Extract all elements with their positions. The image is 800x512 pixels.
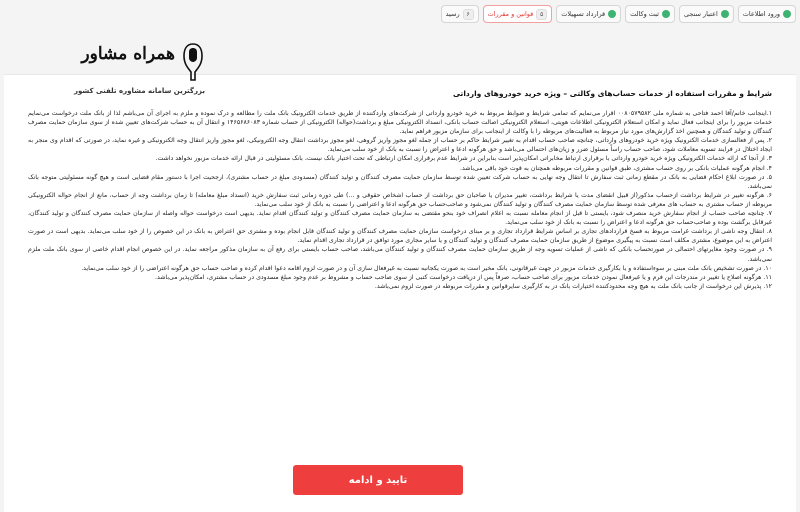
- check-icon: [721, 10, 729, 18]
- watermark-logo: [32, 40, 207, 100]
- clause: ۳. از آنجا که ارائه خدمات الکترونیکی ویژه خرید خودرو وارداتی با برقراری ارتباط مخابراتی امکان‌پذیر است بنابراین در شرایط عدم برقراری امکان ارتباطی که تحت اختیار بانک نیست، بانک مسئولیتی در قبال ارائه خدمات مزبور نخواهد داشت.: [155, 155, 772, 163]
- step-number: ۵: [536, 9, 547, 20]
- step-loan-contract[interactable]: [556, 5, 621, 23]
- check-icon: [608, 10, 616, 18]
- clause: ۷. چنانچه صاحب حساب از انجام سفارش خرید منصرف شود، بایستی تا قبل از انجام معامله نسبت به اعلام انصراف خود بنحو مقتضی به سازمان حمایت مصرف کنندگان و تولید کنندگان اقدام نماید. بدیهی است درخواست حواله واصله از سازمان حمایت مصرف کنندگان و تولید کنندگان، غیرقابل برگشت بوده و صاحب‌حساب حق هرگونه ادعا و اعتراض را نسبت به بانک از خود سلب می‌نماید.: [28, 210, 772, 227]
- step-validation[interactable]: [679, 5, 734, 23]
- clause: ۵. در صورت ابلاغ احکام قضایی به بانک در مقطع زمانی ثبت سفارش تا انتقال وجه نهایی به حساب شرکت تعیین شده توسط سازمان حمایت مصرف کنندگان و تولید کنندگان (مسدودی مبلغ در حساب مشتری)، ارجحیت اجرا با دستور مقام قضایی است و هیچ گونه مسئولیتی متوجه بانک نمی‌باشد.: [28, 173, 772, 190]
- step-label: قرارداد تسهیلات: [561, 10, 606, 18]
- page-title: شرایط و مقررات استفاده از خدمات حساب‌های وکالتی – ویژه خرید خودروهای وارداتی: [452, 89, 772, 98]
- clause: ۸. انتقال وجه ناشی از برداشت غرامت مربوط به فسخ قراردادهای تجاری بر اساس شرایط قرارداد تجاری و بر مبنای درخواست سازمان حمایت مصرف کنندگان و تولید کنندگان قابل انجام بوده و مشتری حق اعتراض به بانک در این خصوص را از خود سلب می‌نماید. بدیهی است در صورت اعتراض به این موضوع، مشتری مکلف است نسبت به پیگیری موضوع از طریق سازمان حمایت مصرف کنندگان و تولید کنندگان و یا سایر مجاری مورد توافق در قرارداد تجاری اقدام نماید.: [28, 228, 772, 245]
- check-icon: [662, 10, 670, 18]
- stepper: [4, 4, 796, 24]
- step-receipt[interactable]: [441, 5, 479, 23]
- clause: ۱۱. هرگونه اصلاح یا تغییر در مندرجات این فرم و یا غیرفعال نمودن خدمات مزبور برای صاحب حساب، صرفاً پس از دریافت درخواست کتبی از سوی صاحب حساب و مشروط بر عدم وجود مبلغ مسدودی در حساب مشتری، امکان‌پذیر می‌باشد.: [155, 273, 772, 281]
- clause: ۱.اینجانب خانم/آقا احمد فتاحی به شماره ملی ۰۰۸۰۵۷۹۵۸۲ اقرار می‌نمایم که تمامی شرایط و ضوابط مربوط به خرید خودرو وارداتی از شرکت‌های وارد‌کننده از طریق خدمات الکترونیک بانک ملت را مطالعه و درک نموده و ملزم به اجرای آن می‌باشم لذا از بانک ملت درخواست می‌نمایم خدمات مزبور را برای اینجانب فعال نماید و امکان استعلام الکترونیکی اطلاعات هویتی، استعلام الکترونیکی اصالت حساب بانکی، انسداد الکترونیکی مبلغ و برداشت(حواله) الکترونیکی از حساب شماره ۱۴۶۵۶۸۶۰۸۳ و انتقال آن به حساب شرکت‌های تعیین شده از سوی سازمان حمایت مصرف کنندگان و تولید کنندگان و همچنین اخذ گزارش‌های مورد نیاز مربوط به فعالیت‌های مربوطه را با وکالت از اینجانب برای سازمان مزبور فراهم نماید.: [28, 110, 773, 136]
- step-label: قوانین و مقررات: [487, 10, 534, 18]
- clause: ۹. در صورت وجود مغایرتهای احتمالی در صورتحساب بانکی که ناشی از عملیات تسویه وجه از طریق سازمان حمایت مصرف کنندگان و تولید کنندگان می‌باشد، صاحب حساب بایستی برای رفع آن به سازمان مذکور مراجعه نماید. در این خصوص انجام اقدام خاصی از سوی بانک ملت ملزم نمی‌باشد.: [28, 246, 772, 263]
- step-label: رسید: [445, 10, 460, 18]
- clause: ۶. هرگونه تغییر در شرایط برداشت ازحساب مذکور(از قبیل انقضای مدت یا شرایط برداشت، تغییر مدیران یا صاحبان حق برداشت از حساب اشخاص حقوقی و ...) طی دوره زمانی ثبت سفارش خرید (انسداد مبلغ معامله) تا زمان برداشت وجه از حساب، مانع از انجام حواله الکترونیکی مربوطه از حساب مشتری به حساب های معرفی شده توسط سازمان حمایت مصرف کنندگان و تولید کنندگان نمی‌شود و صاحب‌حساب حق هرگونه ادعا و اعتراضی را نسبت به بانک از خود سلب می‌نماید.: [28, 191, 772, 208]
- clause: ۱۰. در صورت تشخیص بانک ملت مبنی بر سوءاستفاده و یا بکارگیری خدمات مزبور در جهت غیرقانونی، بانک مخیر است به صورت یکجانبه نسبت به غیرفعال سازی آن و در صورت لزوم اقامه دعوا اقدام کرده و صاحب حساب حق هرگونه اعتراضی را از خود سلب می‌نماید.: [81, 264, 772, 272]
- terms-card: [4, 74, 796, 512]
- step-label: اعتبار سنجی: [683, 10, 718, 18]
- step-label: ورود اطلاعات: [742, 10, 780, 18]
- phone-mascot-icon: [182, 42, 204, 82]
- clause: ۱۲. پذیرش این درخواست از جانب بانک ملت به هیچ وجه محدودکننده اختیارات بانک در به کارگیری سایرقوانین و مقررات مربوطه در صورت لزوم نمی‌باشد.: [374, 282, 772, 290]
- logo-brand: همراه مشاور: [81, 44, 175, 64]
- logo-tagline: بزرگترین سامانه مشاوره تلفنی کشور: [74, 87, 205, 95]
- step-power-of-attorney[interactable]: [625, 5, 675, 23]
- step-data-entry[interactable]: [738, 5, 796, 23]
- confirm-button[interactable]: تایید و ادامه: [293, 465, 463, 495]
- clause: ۲. پس از فعالسازی خدمات الکترونیک ویژه خرید خودروهای وارداتی، چنانچه صاحب حساب اقدام به تغییر شرایط حاکم بر حساب از جمله لغو مجوز واریز گروهی، لغو مجوز برداشت انتقال وجه الکترونیکی، لغو مجوز واریز انتقال وجه الکترونیکی و غیره نماید، در صورتی که اقدام وی منجر به ایجاد اختلال در فرایند تسویه معاملات شود، صاحب حساب راساً مسئول ضرر و زیان‌های احتمالی می‌باشد و حق هرگونه ادعا و اعتراض را نسبت به بانک از خود سلب می‌نماید.: [28, 137, 772, 154]
- step-terms[interactable]: [483, 5, 553, 23]
- check-icon: [783, 10, 791, 18]
- step-number: ۶: [463, 9, 474, 20]
- terms-text: [28, 109, 772, 291]
- clause: ۴. انجام هرگونه عملیات بانکی بر روی حساب مشتری، طبق قوانین و مقررات مربوطه همچنان به قوت خود باقی می‌باشد.: [460, 164, 772, 172]
- step-label: ثبت وکالت: [630, 10, 659, 18]
